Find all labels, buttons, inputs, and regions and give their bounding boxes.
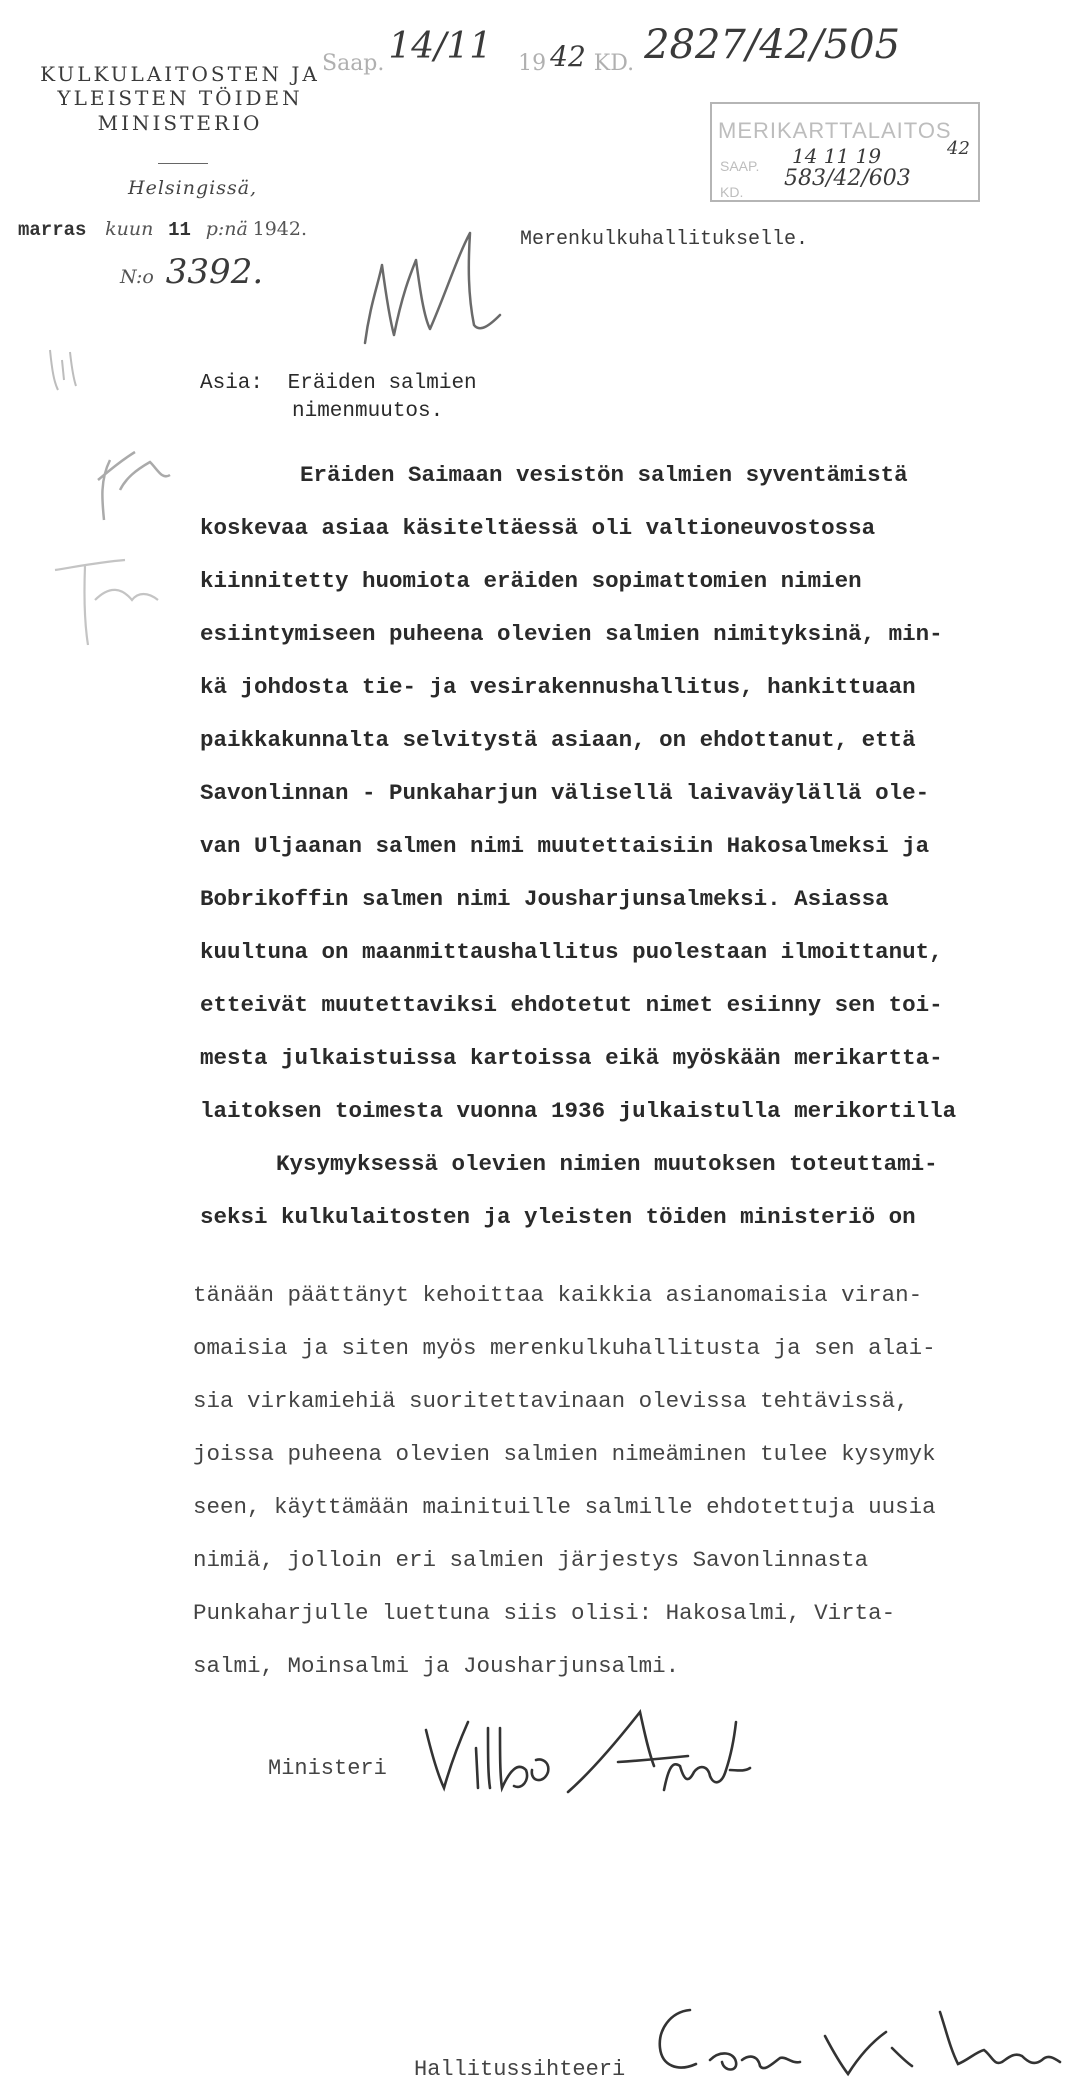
- date-pna: p:nä: [205, 218, 248, 240]
- body-line: mesta julkaistuissa kartoissa eikä myöskään merikartta-: [200, 1045, 943, 1071]
- stamp-year: 42: [947, 138, 970, 159]
- received-annotation: [322, 22, 900, 82]
- received-year-prefix: 19: [518, 51, 547, 76]
- body-line: tänään päättänyt kehoittaa kaikkia asianomaisia viran-: [193, 1282, 923, 1308]
- body-line: Punkaharjulle luettuna siis olisi: Hakosalmi, Virta-: [193, 1600, 896, 1626]
- body-line: kiinnitetty huomiota eräiden sopimattomien nimien: [200, 568, 862, 594]
- minister-signature-mark: [418, 1700, 758, 1800]
- stamp-kd-number: 583/42/603: [784, 166, 911, 191]
- handwritten-initials-mark: [350, 225, 510, 355]
- body-line: seen, käyttämään mainituille salmille ehdotettuja uusia: [193, 1494, 936, 1520]
- letterhead-ministry-line1: KULKULAITOSTEN JA: [40, 62, 320, 86]
- body-line: paikkakunnalta selvitystä asiaan, on ehdottanut, että: [200, 727, 916, 753]
- body-line: seksi kulkulaitosten ja yleisten töiden ministeriö on: [200, 1204, 916, 1230]
- body-line: salmi, Moinsalmi ja Jousharjunsalmi.: [193, 1653, 680, 1679]
- date-day: 11: [168, 219, 191, 241]
- body-line: kä johdosta tie- ja vesirakennushallitus, hankittuaan: [200, 674, 916, 700]
- body-line: Bobrikoffin salmen nimi Jousharjunsalmeksi. Asiassa: [200, 886, 889, 912]
- document-number: [120, 252, 263, 292]
- addressee: Merenkulkuhallitukselle.: [520, 228, 809, 251]
- body-line: nimiä, jolloin eri salmien järjestys Savonlinnasta: [193, 1547, 869, 1573]
- body-line: omaisia ja siten myös merenkulkuhallitusta ja sen alai-: [193, 1335, 936, 1361]
- body-line: laitoksen toimesta vuonna 1936 julkaistulla merikortilla: [200, 1098, 957, 1124]
- letterhead-ministry-line2: YLEISTEN TÖIDEN: [57, 86, 303, 110]
- received-kd-number: 2827/42/505: [644, 22, 901, 68]
- body-line: sia virkamiehiä suoritettavinaan olevissa tehtävissä,: [193, 1388, 909, 1414]
- subject-line1: [200, 372, 477, 395]
- letterhead-ministry-line3: MINISTERIO: [97, 111, 263, 135]
- stamp-kd-label: KD.: [720, 184, 744, 200]
- date-year: 1942.: [252, 218, 308, 240]
- letterhead-divider: [158, 163, 208, 164]
- margin-handwriting-mark: [40, 330, 180, 650]
- letterhead-place: Helsingissä,: [128, 177, 258, 199]
- archive-stamp: [710, 102, 980, 202]
- received-kd-label: KD.: [593, 51, 635, 76]
- date-kuun: kuun: [105, 218, 154, 240]
- body-line: etteivät muutettaviksi ehdotetut nimet esiinny sen toi-: [200, 992, 943, 1018]
- body-line: Eräiden Saimaan vesistön salmien syventämistä: [300, 462, 908, 488]
- date-month: marras: [18, 219, 87, 241]
- received-year: 42: [550, 40, 586, 73]
- subject-title-1: Eräiden salmien: [287, 372, 477, 395]
- secretary-signature-mark: [650, 2000, 1070, 2090]
- body-line: Kysymyksessä olevien nimien muutoksen toteuttami-: [276, 1151, 938, 1177]
- body-line: esiintymiseen puheena olevien salmien nimityksinä, min-: [200, 621, 943, 647]
- body-line: Savonlinnan - Punkaharjun välisellä laivaväylällä ole-: [200, 780, 930, 806]
- subject-title-2: nimenmuutos.: [292, 400, 444, 423]
- received-saap-label: Saap.: [322, 51, 385, 76]
- body-line: kuultuna on maanmittaushallitus puolestaan ilmoittanut,: [200, 939, 943, 965]
- minister-label: Ministeri: [268, 1756, 387, 1781]
- body-line: joissa puheena olevien salmien nimeäminen tulee kysymyk: [193, 1441, 936, 1467]
- body-line: koskevaa asiaa käsiteltäessä oli valtioneuvostossa: [200, 515, 876, 541]
- subject-label: Asia:: [200, 372, 264, 395]
- received-date: 14/11: [388, 26, 493, 67]
- secretary-label: Hallitussihteeri: [414, 2057, 626, 2082]
- stamp-saap-date: 14 11 19: [792, 144, 882, 168]
- number-value: 3392.: [165, 252, 264, 292]
- body-line: van Uljaanan salmen nimi muutettaisiin Hakosalmeksi ja: [200, 833, 930, 859]
- date-line: [18, 218, 307, 241]
- number-label: N:o: [120, 266, 154, 288]
- stamp-saap-label: SAAP.: [720, 158, 760, 174]
- stamp-title: MERIKARTTALAITOS: [718, 118, 952, 143]
